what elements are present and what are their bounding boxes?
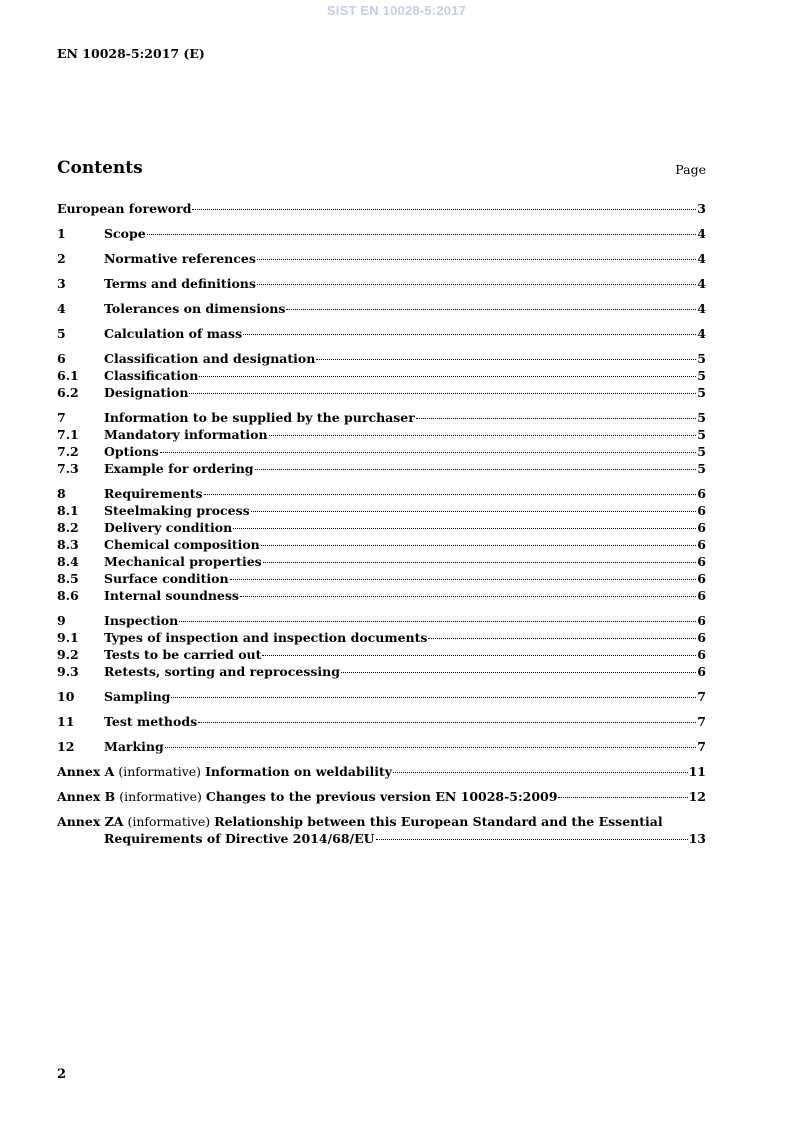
toc-entry-7-3[interactable] [57,461,706,478]
toc-leader [199,375,696,377]
toc-leader [165,746,697,748]
toc-entry-number: 10 [57,689,75,704]
toc-entry-title: Calculation of mass [104,326,243,341]
toc-group-annex-a [57,764,706,781]
toc-entry-2[interactable] [57,251,706,268]
toc-entry-page: 6 [697,554,706,569]
toc-group-4 [57,301,706,318]
toc-entry-number: 8.3 [57,537,79,552]
toc-leader [230,578,697,580]
toc-entry-3[interactable] [57,276,706,293]
toc-entry-page: 6 [697,664,706,679]
toc-leader [428,637,696,639]
toc-entry-page: 4 [697,301,706,316]
toc-entry-11[interactable] [57,714,706,731]
page-number: 2 [57,1067,67,1082]
toc-group-9 [57,613,706,681]
annex-label: Annex B [57,789,116,804]
toc-leader [160,451,697,453]
toc-entry-title: Tolerances on dimensions [104,301,286,316]
toc-entry-title: Internal soundness [104,588,239,603]
toc-group-6 [57,351,706,402]
toc-entry-9-1[interactable] [57,630,706,647]
toc-entry-title: Retests, sorting and reprocessing [104,664,340,679]
toc-leader [286,308,696,310]
toc-entry-title: Sampling [104,689,171,704]
toc-entry-title: Options [104,444,159,459]
toc-leader [393,771,688,773]
toc-entry-page: 11 [688,764,706,779]
toc-entry-title: Terms and definitions [104,276,256,291]
toc-entry-page: 6 [697,520,706,535]
toc-leader [171,696,696,698]
toc-entry-annex-b[interactable] [57,789,706,806]
toc-entry-title: European foreword [57,201,192,216]
toc-entry-1[interactable] [57,226,706,243]
toc-entry-number: 9.3 [57,664,79,679]
toc-leader [204,493,697,495]
toc-entry-8-2[interactable] [57,520,706,537]
toc-entry-annex-za-continued[interactable] [57,831,706,848]
toc-entry-number: 8.2 [57,520,79,535]
toc-entry-number: 6.2 [57,385,79,400]
toc-entry-8-6[interactable] [57,588,706,605]
annex-label: Annex ZA [57,814,124,829]
toc-entry-number: 7.3 [57,461,79,476]
toc-group-2 [57,251,706,268]
toc-entry-number: 3 [57,276,66,291]
toc-entry-number: 7 [57,410,66,425]
toc-entry-title: Types of inspection and inspection documents [104,630,428,645]
annex-label: Annex A [57,764,115,779]
toc-entry-page: 6 [697,630,706,645]
toc-leader [257,283,696,285]
toc-entry-number: 8 [57,486,66,501]
toc-entry-6-1[interactable] [57,368,706,385]
toc-entry-9-2[interactable] [57,647,706,664]
toc-group-11 [57,714,706,731]
toc-entry-annex-a[interactable] [57,764,706,781]
toc-entry-annex-za[interactable] [57,814,706,831]
toc-entry-number: 12 [57,739,75,754]
toc-entry-number: 8.5 [57,571,79,586]
watermark: SIST EN 10028-5:2017 [326,3,467,18]
toc-entry-6[interactable] [57,351,706,368]
toc-leader [243,333,696,335]
toc-entry-title: Scope [104,226,146,241]
toc-group-1 [57,226,706,243]
toc-entry-5[interactable] [57,326,706,343]
toc-group-5 [57,326,706,343]
toc-entry-number: 4 [57,301,66,316]
toc-entry-number: 2 [57,251,66,266]
toc-entry-page: 7 [697,739,706,754]
toc-entry-page: 6 [697,486,706,501]
toc-leader [376,838,688,840]
toc-entry-number: 8.6 [57,588,79,603]
annex-type: (informative) [118,764,202,779]
toc-entry-title: Inspection [104,613,179,628]
toc-entry-number: 8.4 [57,554,79,569]
annex-type: (informative) [119,789,202,804]
toc-entry-page: 6 [697,613,706,628]
toc-entry-title: Changes to the previous version EN 10028-5:2009 [205,789,558,804]
toc-leader [316,358,696,360]
toc-entry-12[interactable] [57,739,706,756]
toc-entry-page: 5 [697,410,706,425]
toc-leader [147,233,697,235]
toc-group-annex-za [57,814,706,848]
toc-group-8 [57,486,706,605]
toc-leader [233,527,696,529]
toc-group-10 [57,689,706,706]
toc-entry-page: 5 [697,461,706,476]
toc-group-annex-b [57,789,706,806]
toc-entry-foreword[interactable] [57,201,706,218]
toc-entry-7[interactable] [57,410,706,427]
toc-entry-page: 4 [697,326,706,341]
toc-entry-8-1[interactable] [57,503,706,520]
toc-leader [240,595,696,597]
toc-entry-title: Normative references [104,251,256,266]
toc-entry-page: 6 [697,537,706,552]
toc-leader [257,258,696,260]
toc-entry-8-4[interactable] [57,554,706,571]
toc-entry-title: Example for ordering [104,461,254,476]
toc-leader [255,468,697,470]
toc-entry-title: Classification [104,368,199,383]
toc-entry-title: Classification and designation [104,351,316,366]
toc-entry-number: 7.2 [57,444,79,459]
toc-entry-title: Mandatory information [104,427,268,442]
toc-entry-number: 1 [57,226,66,241]
toc-entry-page: 3 [697,201,706,216]
toc-entry-10[interactable] [57,689,706,706]
toc-entry-number: 9.1 [57,630,79,645]
toc-entry-title: Delivery condition [104,520,233,535]
toc-entry-title: Relationship between this European Standard and the Essential [214,814,663,829]
toc-entry-page: 7 [697,714,706,729]
toc-entry-page: 4 [697,251,706,266]
toc-entry-6-2[interactable] [57,385,706,402]
toc-entry-title: Tests to be carried out [104,647,262,662]
toc-entry-page: 12 [688,789,706,804]
toc-entry-4[interactable] [57,301,706,318]
toc-entry-8[interactable] [57,486,706,503]
toc-entry-title: Information on weldability [205,764,393,779]
toc-leader [261,544,697,546]
toc-entry-8-3[interactable] [57,537,706,554]
annex-type: (informative) [127,814,211,829]
toc-leader [262,654,696,656]
toc-leader [251,510,697,512]
toc-entry-number: 6.1 [57,368,79,383]
toc-entry-page: 7 [697,689,706,704]
toc-entry-title: Requirements [104,486,203,501]
toc-leader [269,434,697,436]
toc-entry-page: 5 [697,427,706,442]
toc-entry-title: Steelmaking process [104,503,250,518]
contents-heading: Contents [57,158,143,178]
toc-leader [341,671,696,673]
toc-leader [263,561,697,563]
toc-entry-page: 6 [697,571,706,586]
toc-entry-number: 5 [57,326,66,341]
toc-entry-page: 5 [697,351,706,366]
toc-entry-page: 4 [697,226,706,241]
page-column-label: Page [675,162,706,177]
toc-entry-page: 5 [697,385,706,400]
toc-leader [189,392,696,394]
toc-entry-number: 7.1 [57,427,79,442]
document-id: EN 10028-5:2017 (E) [57,46,205,61]
toc-entry-7-1[interactable] [57,427,706,444]
toc-entry-number: 11 [57,714,75,729]
toc-entry-title: Chemical composition [104,537,260,552]
toc-entry-title: Information to be supplied by the purchaser [104,410,415,425]
toc-leader [198,721,696,723]
toc-entry-page: 5 [697,444,706,459]
toc-group-12 [57,739,706,756]
toc-entry-page: 13 [688,831,706,846]
toc-entry-page: 6 [697,588,706,603]
toc-entry-number: 8.1 [57,503,79,518]
toc-leader [179,620,696,622]
toc-entry-number: 9.2 [57,647,79,662]
toc-entry-7-2[interactable] [57,444,706,461]
toc-entry-page: 6 [697,647,706,662]
toc-entry-9[interactable] [57,613,706,630]
toc-entry-9-3[interactable] [57,664,706,681]
toc-entry-number: 6 [57,351,66,366]
toc-entry-page: 4 [697,276,706,291]
toc-entry-title: Test methods [104,714,198,729]
toc-entry-number: 9 [57,613,66,628]
toc-entry-title: Marking [104,739,164,754]
toc-leader [416,417,696,419]
toc-entry-page: 5 [697,368,706,383]
toc-group-7 [57,410,706,478]
toc-entry-page: 6 [697,503,706,518]
toc-group-foreword [57,201,706,218]
toc-leader [558,796,687,798]
toc-leader [192,208,696,210]
toc-entry-8-5[interactable] [57,571,706,588]
toc-group-3 [57,276,706,293]
toc-entry-title-continued: Requirements of Directive 2014/68/EU [104,831,375,846]
table-of-contents [57,201,706,856]
toc-entry-title: Surface condition [104,571,229,586]
toc-entry-title: Designation [104,385,189,400]
toc-entry-title: Mechanical properties [104,554,262,569]
